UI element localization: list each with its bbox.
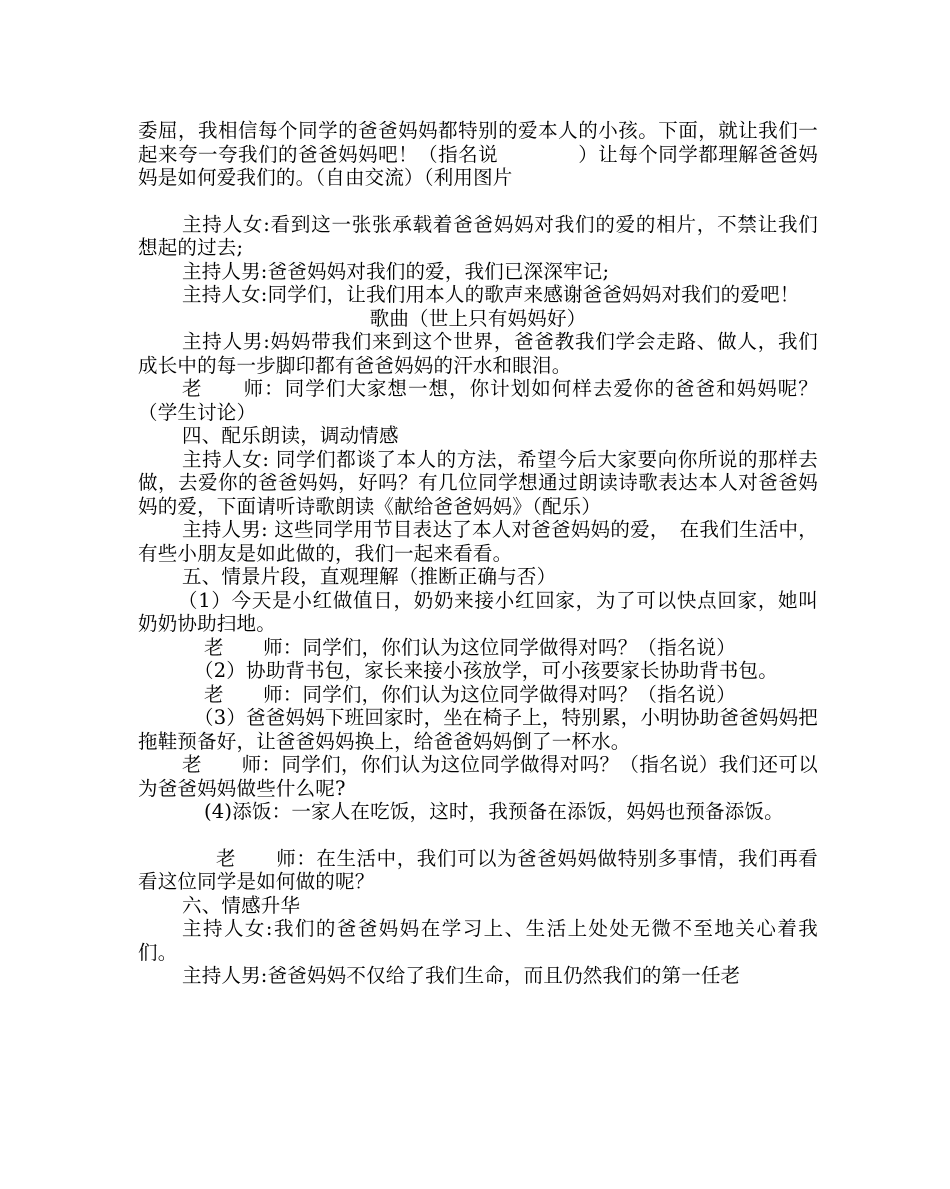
paragraph-scene-2: （2）协助背书包，家长来接小孩放学，可小孩要家长协助背书包。 <box>194 659 778 682</box>
section-heading-four: 四、配乐朗读，调动情感 <box>182 424 399 447</box>
section-heading-six: 六、情感升华 <box>182 893 301 917</box>
paragraph-teacher-scene-1: 老 师：同学们，你们认为这位同学做得对吗？（指名说） <box>204 635 736 659</box>
paragraph-gap <box>138 190 818 213</box>
paragraph-host-male-growth: 主持人男:妈妈带我们来到这个世界，爸爸教我们学会走路、做人，我们成长中的每一步脚印都有爸爸妈妈的汗水和眼泪。 <box>138 330 818 377</box>
paragraph-host-female-poem: 主持人女: 同学们都谈了本人的方法，希望今后大家要向你所说的那样去做，去爱你的爸爸妈妈，好吗？有几位同学想通过朗读诗歌表达本人对爸爸妈妈的爱，下面请听诗歌朗读《献给爸爸妈妈》（配乐） <box>138 447 818 518</box>
paragraph-host-female-photos: 主持人女:看到这一张张承载着爸爸妈妈对我们的爱的相片，不禁让我们想起的过去; <box>138 212 818 259</box>
paragraph-teacher-scene-3: 老 师：同学们，你们认为这位同学做得对吗？（指名说）我们还可以为爸爸妈妈做些什么呢? <box>138 753 818 800</box>
paragraph-teacher-discuss: 老 师：同学们大家想一想，你计划如何样去爱你的爸爸和妈妈呢？（学生讨论） <box>138 377 818 424</box>
section-heading-five: 五、情景片段，直观理解（推断正确与否） <box>182 565 557 588</box>
paragraph-scene-3: （3）爸爸妈妈下班回家时，坐在椅子上，特别累，小明协助爸爸妈妈把拖鞋预备好，让爸爸妈妈换上，给爸爸妈妈倒了一杯水。 <box>138 706 818 753</box>
paragraph-intro: 委屈，我相信每个同学的爸爸妈妈都特别的爱本人的小孩。下面，就让我们一起来夸一夸我们的爸爸妈妈吧！（指名说 ）让每个同学都理解爸爸妈妈是如何爱我们的。（自由交流）（利用图片 <box>138 119 818 189</box>
paragraph-host-female-care: 主持人女:我们的爸爸妈妈在学习上、生活上处处无微不至地关心着我们。 <box>138 917 818 964</box>
paragraph-host-male-program: 主持人男: 这些同学用节目表达了本人对爸爸妈妈的爱， 在我们生活中，有些小朋友是如此做的，我们一起来看看。 <box>138 518 818 565</box>
paragraph-host-female-song: 主持人女:同学们，让我们用本人的歌声来感谢爸爸妈妈对我们的爱吧！ <box>182 283 800 306</box>
paragraph-scene-1: （1）今天是小红做值日，奶奶来接小红回家，为了可以快点回家，她叫奶奶协助扫地。 <box>138 588 818 635</box>
paragraph-teacher-scene-2: 老 师：同学们，你们认为这位同学做得对吗？（指名说） <box>204 682 736 706</box>
paragraph-teacher-scene-4: 老 师：在生活中，我们可以为爸爸妈妈做特别多事情，我们再看看这位同学是如何做的呢？ <box>138 846 818 893</box>
paragraph-host-male-remember: 主持人男:爸爸妈妈对我们的爱，我们已深深牢记; <box>182 259 610 283</box>
paragraph-song-title: 歌曲（世上只有妈妈好） <box>369 306 587 330</box>
paragraph-host-male-life: 主持人男:爸爸妈妈不仅给了我们生命，而且仍然我们的第一任老 <box>182 964 741 987</box>
document-body <box>138 119 818 988</box>
paragraph-scene-4: (4)添饭：一家人在吃饭，这时，我预备在添饭，妈妈也预备添饭。 <box>204 800 784 823</box>
paragraph-gap <box>138 824 818 847</box>
